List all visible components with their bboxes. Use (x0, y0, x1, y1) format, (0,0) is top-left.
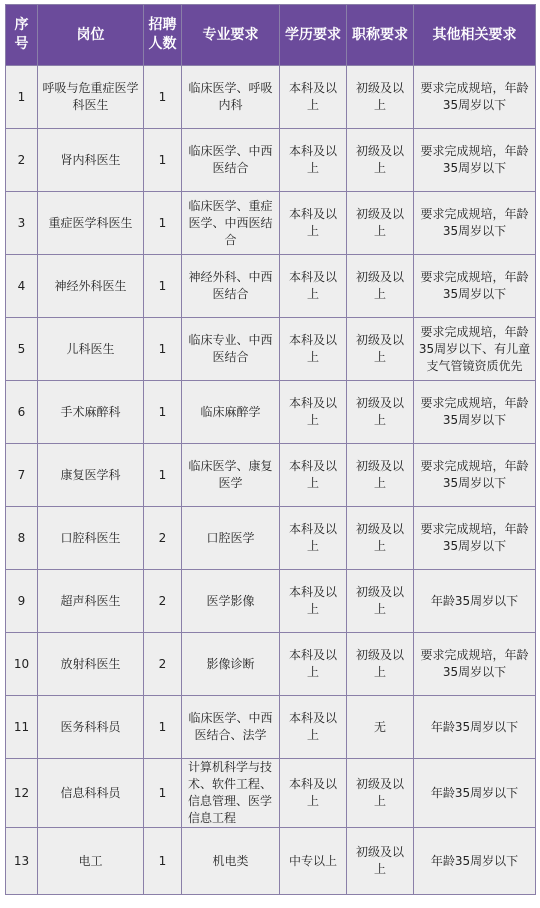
cell-count: 1 (144, 381, 182, 444)
cell-education: 本科及以上 (280, 255, 347, 318)
cell-count: 1 (144, 696, 182, 759)
cell-index: 10 (6, 633, 38, 696)
table-row (6, 570, 536, 633)
table-row (6, 696, 536, 759)
cell-index: 6 (6, 381, 38, 444)
cell-education: 本科及以上 (280, 381, 347, 444)
cell-other: 要求完成规培，年龄35周岁以下 (414, 129, 536, 192)
cell-major: 临床医学、中西医结合、法学 (182, 696, 280, 759)
cell-title: 初级及以上 (347, 255, 414, 318)
cell-other: 要求完成规培，年龄35周岁以下 (414, 66, 536, 129)
table-row (6, 192, 536, 255)
cell-other: 年龄35周岁以下 (414, 570, 536, 633)
table-row (6, 507, 536, 570)
cell-index: 13 (6, 828, 38, 895)
header-index: 序号 (6, 5, 38, 66)
cell-position: 儿科医生 (38, 318, 144, 381)
table-row (6, 66, 536, 129)
cell-title: 初级及以上 (347, 633, 414, 696)
table-row (6, 828, 536, 895)
cell-position: 康复医学科 (38, 444, 144, 507)
cell-major: 神经外科、中西医结合 (182, 255, 280, 318)
cell-major: 计算机科学与技术、软件工程、信息管理、医学信息工程 (182, 759, 280, 828)
table-row (6, 759, 536, 828)
cell-count: 2 (144, 507, 182, 570)
cell-education: 本科及以上 (280, 192, 347, 255)
cell-education: 本科及以上 (280, 759, 347, 828)
header-count: 招聘人数 (144, 5, 182, 66)
header-major: 专业要求 (182, 5, 280, 66)
cell-position: 电工 (38, 828, 144, 895)
cell-position: 重症医学科医生 (38, 192, 144, 255)
cell-index: 3 (6, 192, 38, 255)
cell-title: 初级及以上 (347, 507, 414, 570)
cell-major: 临床医学、康复医学 (182, 444, 280, 507)
cell-other: 要求完成规培，年龄35周岁以下、有儿童支气管镜资质优先 (414, 318, 536, 381)
cell-position: 医务科科员 (38, 696, 144, 759)
table-row (6, 318, 536, 381)
cell-position: 肾内科医生 (38, 129, 144, 192)
cell-major: 临床医学、中西医结合 (182, 129, 280, 192)
cell-other: 要求完成规培，年龄35周岁以下 (414, 192, 536, 255)
cell-other: 要求完成规培，年龄35周岁以下 (414, 255, 536, 318)
cell-position: 超声科医生 (38, 570, 144, 633)
cell-education: 本科及以上 (280, 696, 347, 759)
cell-education: 本科及以上 (280, 507, 347, 570)
cell-major: 临床麻醉学 (182, 381, 280, 444)
cell-title: 初级及以上 (347, 828, 414, 895)
cell-position: 呼吸与危重症医学科医生 (38, 66, 144, 129)
cell-major: 口腔医学 (182, 507, 280, 570)
cell-title: 初级及以上 (347, 381, 414, 444)
cell-count: 1 (144, 828, 182, 895)
cell-title: 初级及以上 (347, 66, 414, 129)
recruitment-table (5, 4, 536, 895)
cell-index: 9 (6, 570, 38, 633)
cell-other: 年龄35周岁以下 (414, 759, 536, 828)
cell-title: 初级及以上 (347, 444, 414, 507)
cell-education: 本科及以上 (280, 570, 347, 633)
cell-count: 1 (144, 66, 182, 129)
cell-position: 手术麻醉科 (38, 381, 144, 444)
cell-education: 本科及以上 (280, 318, 347, 381)
cell-count: 1 (144, 129, 182, 192)
cell-other: 年龄35周岁以下 (414, 696, 536, 759)
cell-title: 初级及以上 (347, 570, 414, 633)
header-education: 学历要求 (280, 5, 347, 66)
cell-index: 8 (6, 507, 38, 570)
cell-title: 初级及以上 (347, 318, 414, 381)
cell-education: 中专以上 (280, 828, 347, 895)
cell-title: 初级及以上 (347, 759, 414, 828)
cell-index: 2 (6, 129, 38, 192)
table-header-row (6, 5, 536, 66)
cell-count: 2 (144, 633, 182, 696)
cell-other: 要求完成规培，年龄35周岁以下 (414, 633, 536, 696)
header-title: 职称要求 (347, 5, 414, 66)
cell-count: 1 (144, 192, 182, 255)
cell-position: 放射科医生 (38, 633, 144, 696)
cell-major: 影像诊断 (182, 633, 280, 696)
table-row (6, 381, 536, 444)
cell-index: 11 (6, 696, 38, 759)
cell-major: 临床医学、重症医学、中西医结合 (182, 192, 280, 255)
cell-title: 初级及以上 (347, 129, 414, 192)
table-row (6, 444, 536, 507)
cell-education: 本科及以上 (280, 66, 347, 129)
cell-major: 医学影像 (182, 570, 280, 633)
cell-position: 信息科科员 (38, 759, 144, 828)
cell-index: 12 (6, 759, 38, 828)
table-row (6, 633, 536, 696)
cell-major: 临床专业、中西医结合 (182, 318, 280, 381)
cell-count: 1 (144, 255, 182, 318)
cell-count: 1 (144, 318, 182, 381)
cell-index: 7 (6, 444, 38, 507)
cell-other: 要求完成规培，年龄35周岁以下 (414, 444, 536, 507)
cell-education: 本科及以上 (280, 444, 347, 507)
cell-major: 机电类 (182, 828, 280, 895)
cell-title: 无 (347, 696, 414, 759)
cell-index: 5 (6, 318, 38, 381)
cell-other: 要求完成规培，年龄35周岁以下 (414, 507, 536, 570)
cell-count: 1 (144, 444, 182, 507)
cell-count: 1 (144, 759, 182, 828)
cell-major: 临床医学、呼吸内科 (182, 66, 280, 129)
cell-title: 初级及以上 (347, 192, 414, 255)
table-row (6, 255, 536, 318)
cell-other: 要求完成规培，年龄35周岁以下 (414, 381, 536, 444)
table-row (6, 129, 536, 192)
cell-position: 神经外科医生 (38, 255, 144, 318)
cell-education: 本科及以上 (280, 633, 347, 696)
header-other: 其他相关要求 (414, 5, 536, 66)
cell-index: 1 (6, 66, 38, 129)
cell-other: 年龄35周岁以下 (414, 828, 536, 895)
header-position: 岗位 (38, 5, 144, 66)
cell-count: 2 (144, 570, 182, 633)
cell-education: 本科及以上 (280, 129, 347, 192)
cell-index: 4 (6, 255, 38, 318)
cell-position: 口腔科医生 (38, 507, 144, 570)
